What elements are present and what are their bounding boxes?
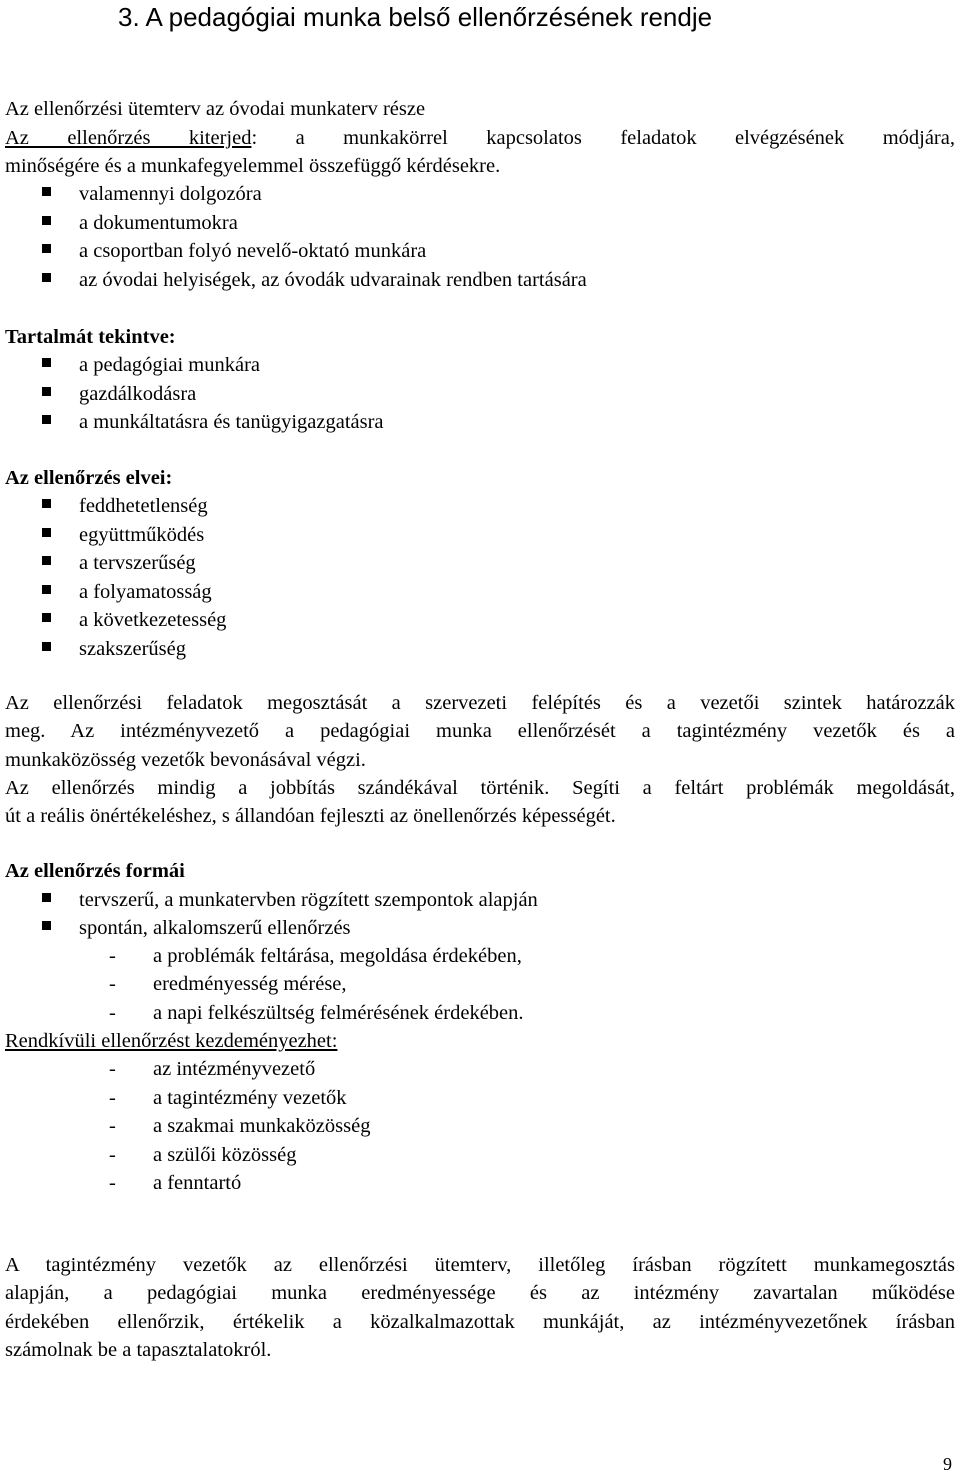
list-item: a csoportban folyó nevelő-oktató munkára [79, 240, 427, 262]
scope-line [5, 124, 955, 153]
paragraph-line [5, 689, 955, 718]
sub-list-item: a problémák feltárása, megoldása érdekében, [153, 945, 522, 967]
paragraph-line [5, 1251, 955, 1280]
dash-marker: - [109, 1144, 116, 1166]
dash-marker: - [109, 1058, 116, 1080]
square-bullet-icon [42, 921, 51, 930]
paragraph-text: érdekében ellenőrzik, értékelik a közalkalmazottak munkáját, az intézményvezetőnek írásban [5, 1311, 955, 1333]
paragraph-line [5, 717, 955, 746]
list-item: a pedagógiai munkára [79, 354, 261, 376]
square-bullet-icon [42, 528, 51, 537]
page-title: 3. A pedagógiai munka belső ellenőrzésének rendje [118, 2, 713, 32]
square-bullet-icon [42, 556, 51, 565]
paragraph-text: A tagintézmény vezetők az ellenőrzési ütemterv, illetőleg írásban rögzített munkamegosztás [5, 1254, 955, 1276]
dash-marker: - [109, 973, 116, 995]
sub-list-item: a szülői közösség [153, 1144, 297, 1166]
paragraph-text: meg. Az intézményvezető a pedagógiai munka ellenőrzését a tagintézmény vezetők és a [5, 720, 955, 742]
square-bullet-icon [42, 187, 51, 196]
list-item: spontán, alkalomszerű ellenőrzés [79, 917, 351, 939]
square-bullet-icon [42, 273, 51, 282]
list-item: a következetesség [79, 609, 227, 631]
list-item: az óvodai helyiségek, az óvodák udvarainak rendben tartására [79, 269, 587, 291]
dash-marker: - [109, 1172, 116, 1194]
square-bullet-icon [42, 613, 51, 622]
dash-marker: - [109, 1115, 116, 1137]
square-bullet-icon [42, 358, 51, 367]
square-bullet-icon [42, 387, 51, 396]
paragraph-text: Az ellenőrzés mindig a jobbítás szándékával történik. Segíti a feltárt problémák megoldását, [5, 777, 955, 799]
extraordinary-heading: Rendkívüli ellenőrzést kezdeményezhet: [5, 1030, 338, 1052]
list-item: feddhetetlenség [79, 495, 208, 517]
list-item: a tervszerűség [79, 552, 196, 574]
sub-list-item: a tagintézmény vezetők [153, 1087, 347, 1109]
paragraph-line: számolnak be a tapasztalatokról. [5, 1339, 272, 1361]
sub-list-item: eredményesség mérése, [153, 973, 347, 995]
paragraph-line: munkaközösség vezetők bevonásával végzi. [5, 749, 366, 771]
sub-list-item: a fenntartó [153, 1172, 242, 1194]
square-bullet-icon [42, 585, 51, 594]
sub-list-item: a napi felkészültség felmérésének érdekében. [153, 1002, 524, 1024]
scope-label: Az ellenőrzés kiterjed [5, 127, 252, 149]
square-bullet-icon [42, 642, 51, 651]
list-item: a munkáltatásra és tanügyigazgatásra [79, 411, 384, 433]
square-bullet-icon [42, 244, 51, 253]
paragraph-line [5, 1308, 955, 1337]
scope-line-2: minőségére és a munkafegyelemmel összefüggő kérdésekre. [5, 155, 501, 177]
paragraph-text: alapján, a pedagógiai munka eredményessége és az intézmény zavartalan működése [5, 1282, 955, 1304]
list-item: szakszerűség [79, 638, 187, 660]
paragraph-text: Az ellenőrzési feladatok megosztását a szervezeti felépítés és a vezetői szintek határozzák [5, 692, 955, 714]
scope-text: : a munkakörrel kapcsolatos feladatok elvégzésének módjára, [251, 127, 955, 149]
dash-marker: - [109, 1087, 116, 1109]
list-item: a folyamatosság [79, 581, 212, 603]
paragraph-line [5, 774, 955, 803]
list-item: gazdálkodásra [79, 383, 197, 405]
sub-list-item: a szakmai munkaközösség [153, 1115, 371, 1137]
square-bullet-icon [42, 216, 51, 225]
square-bullet-icon [42, 499, 51, 508]
paragraph-line [5, 1279, 955, 1308]
sub-list-item: az intézményvezető [153, 1058, 316, 1080]
paragraph-line: út a reális önértékeléshez, s állandóan fejleszti az önellenőrzés képességét. [5, 805, 616, 827]
page-number: 9 [943, 1454, 952, 1474]
dash-marker: - [109, 945, 116, 967]
list-item: a dokumentumokra [79, 212, 238, 234]
content-heading: Tartalmát tekintve: [5, 326, 176, 348]
forms-heading: Az ellenőrzés formái [5, 860, 185, 882]
list-item: valamennyi dolgozóra [79, 183, 262, 205]
square-bullet-icon [42, 893, 51, 902]
list-item: együttműködés [79, 524, 205, 546]
square-bullet-icon [42, 415, 51, 424]
list-item: tervszerű, a munkatervben rögzített szempontok alapján [79, 889, 538, 911]
dash-marker: - [109, 1002, 116, 1024]
intro-line: Az ellenőrzési ütemterv az óvodai munkaterv része [5, 98, 426, 120]
principles-heading: Az ellenőrzés elvei: [5, 467, 173, 489]
